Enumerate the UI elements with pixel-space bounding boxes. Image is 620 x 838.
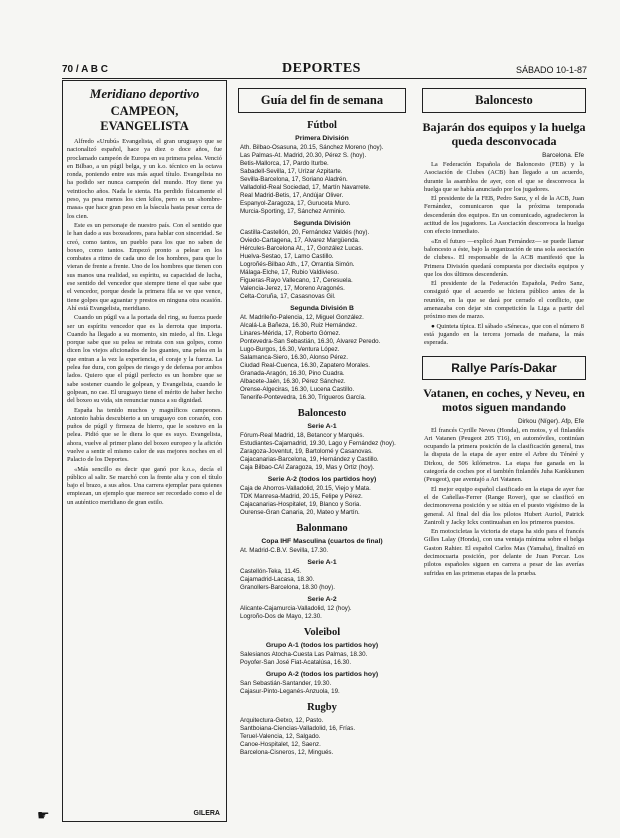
fixture-row: Alicante-Cajamurcia-Valladolid, 12 (hoy). — [240, 605, 352, 612]
column-meridiano — [62, 80, 227, 822]
fixture-row: Logroño-Dos de Mayo, 12.30. — [240, 613, 322, 620]
fixture-row: Sevilla-Barcelona, 17, Soriano Aladrén. — [240, 176, 348, 183]
fixture-list — [236, 485, 408, 517]
guide-listings — [236, 120, 408, 757]
bullet-icon: ● — [431, 322, 437, 330]
paragraph: «Más sencillo es decir que ganó por k.o.», decía el público al salir. Se marchó con la frente alta y con el título bajo el brazo, a sus años. Una carrera ejemplar para quienes empiezan, un ejemplo que merece ser recordado como el de un auténtico meridiano de gran estilo. — [67, 465, 222, 506]
paragraph: El francés Cyrille Neveu (Honda), en motos, y el finlandés Ari Vatanen (Peugeot 205 T16), en automóviles, continúan ocupando la primera posición de la clasificación general, tras la disputa de la etapa de ayer entre el Arbre du Ténéré y Dirkou, de 506 kilómetros. La etapa fue ganada en la categoría de coches por el también finlandés Juha Kankkunen (Peugeot), que aventajó a Ari Vatanen. — [424, 426, 584, 484]
sport-heading: Voleibol — [303, 627, 341, 638]
fixture-row: Caja Bilbao-CAI Zaragoza, 19, Mas y Ortiz (hoy). — [240, 464, 375, 471]
fixture-list — [236, 568, 408, 592]
author-signature: GILERA — [193, 810, 220, 817]
fixture-row: Pontevedra-San Sebastián, 16.30, Álvarez Peredo. — [240, 338, 381, 345]
fixture-row: Granada-Aragón, 16.30, Pino Cuadra. — [240, 370, 345, 377]
fixture-row: Cajacanarias-Hospitalet, 19, Blanco y Soria. — [240, 501, 362, 508]
column-headline: CAMPEON, EVANGELISTA — [100, 104, 189, 133]
fixture-row: Canoe-Hospitalet, 12, Saenz. — [240, 741, 321, 748]
fixture-row: Las Palmas-At. Madrid, 20.30, Pérez S. (hoy). — [240, 152, 367, 159]
paragraph: Este es un personaje de nuestro país. Con el sentido que le han dado a sus boxeadores, para hablar con sinceridad. Se creó, como tantos, un pueblo para los que no saben de boxeo, como tantos. Empezó pronto a pelear en los combates a ritmo de cada uno de los hombres, para que lo vieran de frente a frente. Uno de los hombres que tienen con sus manos una realidad, su espíritu, su capacidad de lucha, ese sentido del vencedor que siempre tiene el que sabe que el vencedor, porque desde la primera fila se ve que vence, tiene golpes que aguantar y prestos en ninguna otra ocasión. Ahí está Evangelista, meridiano. — [67, 221, 222, 312]
section-title: DEPORTES — [282, 61, 361, 76]
sport-heading: Balonmano — [296, 523, 348, 534]
fixture-row: Alcalá-La Bañeza, 16.30, Ruiz Hernández. — [240, 322, 357, 329]
fixture-row: Real Madrid-Betis, 17, Andújar Oliver. — [240, 192, 344, 199]
fixture-list — [236, 432, 408, 472]
basketball-body — [420, 161, 588, 348]
paragraph: Cuando un púgil va a la portada del ring, su fuerza puede ser un espíritu vencedor que es la derrota que importa. Cuando ha llegado a su momento, sin miedo, al fin. Llega porque sabe que su pelea se retrata con sus golpes, como dicen los viejos aficionados de los guantes, una pelea en la que entran a la vez la experiencia, el coraje y la fuerza. La pelea fue dura, con golpes de riesgo y de defensa por ambos lados. Quiero que el púgil perfecto es un hombre que se sabe sostener cuando le golpean, y Evangelista, cuando le golpean, no cae. El uruguayo tiene el mérito de haber hecho del boxeo su vida, sin renunciar nunca a su dignidad. — [67, 314, 222, 405]
issue-date: SÁBADO 10-1-87 — [515, 65, 587, 75]
fixture-row: Málaga-Elche, 17, Rubio Valdivieso. — [240, 269, 339, 276]
group-heading: Segunda División B — [290, 305, 354, 312]
group-heading: Primera División — [295, 135, 349, 142]
page-header — [62, 62, 587, 79]
fixture-row: Cajacanarias-Barcelona, 19, Hernández y Castillo. — [240, 456, 379, 463]
fixture-row: Orense-Algeciras, 16.30, Lucena Castillo. — [240, 386, 355, 393]
paragraph: En motocicletas la victoria de etapa ha sido para el francés Gilles Lalay (Honda), con una ventaja mínima sobre el belga Gaston Rahier. El español Carlos Mas (Yamaha), finalizó en decimocuarta posición, por delante de Juan Porcar. Los pilotos españoles siguen en carrera a pesar de las averías sufridas en las primeras etapas de la prueba. — [424, 528, 584, 577]
fixture-row: Zaragoza-Joventut, 19, Bartolomé y Casanovas. — [240, 448, 373, 455]
fixture-row: Hércules-Barcelona At., 17, González Lucas. — [240, 245, 364, 252]
fixture-row: Granollers-Barcelona, 18.30 (hoy). — [240, 584, 335, 591]
fixture-list — [236, 547, 408, 555]
fixture-row: TDK Manresa-Madrid, 20.15, Felipe y Pérez. — [240, 493, 363, 500]
paragraph: Alfredo «Urubú» Evangelista, el gran uruguayo que se nacionalizó español, hace ya diez o doce años, fue proclamado campeón de Europa en su primera pelea. Venció en Bilbao, a un púgil belga, y un k.o. técnico en la octava ronda, poniendo entre sus más aquel título. Evangelista no ha podido ser nunca campeón del mundo. Hoy tiene ya veintiocho años. Nada le sienta. Ha perdido físicamente el peso, ya pesa menos los cien kilos, pero es un «hombre-masa» que hace gran peso en la báscula hasta pesar cerca de los cien. — [67, 138, 222, 220]
group-heading: Grupo A-1 (todos los partidos hoy) — [265, 642, 379, 649]
fixture-row: Castellón-Teka, 11.45. — [240, 568, 302, 575]
fixture-list — [236, 680, 408, 696]
fixture-row: Valencia-Jerez, 17, Moreno Aragonés. — [240, 285, 345, 292]
group-heading: Serie A-1 — [307, 559, 337, 566]
fixture-row: San Sebastián-Santander, 19.30. — [240, 680, 332, 687]
fixture-row: Valladolid-Real Sociedad, 17, Martín Navarrete. — [240, 184, 371, 191]
column-kicker: Meridiano deportivo — [89, 86, 200, 101]
fixture-row: Ourense-Gran Canaria, 20, Mateo y Martín. — [240, 509, 360, 516]
sport-heading: Baloncesto — [297, 408, 347, 419]
rally-body — [420, 427, 588, 578]
rally-headline: Vatanen, en coches, y Neveu, en motos siguen mandando — [423, 385, 585, 414]
group-heading: Serie A-2 (todos los partidos hoy) — [267, 476, 377, 483]
bullet-text: Quinteta típica. El sábado «Séneca», que con el número 8 está jugando en la tercera jornada de mañana, la más esperada. — [424, 322, 585, 347]
fixture-row: Barcelona-Cisneros, 12, Mingués. — [240, 749, 334, 756]
paragraph: El presidente de la FEB, Pedro Sanz, y el de la ACB, Juan Fernández, comunicaron que la próxima temporada descenderán dos equipos. En un comunicado, agradecieron la actitud de los jugadores. La Asociación desconvoca la huelga con efecto inmediato. — [424, 195, 584, 236]
fixture-row: Murcia-Sporting, 17, Sánchez Arminio. — [240, 208, 346, 215]
hand-pointer-icon: ☛ — [37, 808, 50, 824]
group-heading: Copa IHF Masculina (cuartos de final) — [261, 538, 383, 545]
sport-heading: Rugby — [307, 702, 337, 713]
fixture-row: Huelva-Sestao, 17, Lamo Castillo. — [240, 253, 334, 260]
fixture-row: Lugo-Burgos, 16.30, Ventura López. — [240, 346, 340, 353]
fixture-list — [236, 605, 408, 621]
paragraph: El presidente de la Federación Española, Pedro Sanz, consiguió que el acuerdo se hiciera público antes de la reunión, en la que se dará por cerrado el conflicto, que amenazaba con dejar sin competición la Liga a partir del próximo mes de marzo. — [424, 280, 584, 321]
fixture-row: Fórum-Real Madrid, 18, Betancor y Marqués. — [240, 432, 365, 439]
fixture-row: Celta-Coruña, 17, Casasnovas Gil. — [240, 293, 336, 300]
basketball-headline: Bajarán dos equipos y la huelga queda desconvocada — [422, 120, 586, 148]
fixture-list — [236, 314, 408, 402]
fixture-list — [236, 229, 408, 301]
fixture-row: Salamanca-Siero, 16.30, Alonso Pérez. — [240, 354, 348, 361]
paragraph: España ha tenido muchos y magníficos campeones. Antonio había descubierto a un uruguayo con corazón, con puños de púgil y firmeza de hierro, que le sostuvo en la pelea. Pidió que se le diera lo que es suyo. Evangelista, ahora, vuelve al primer plano del boxeo europeo y la afición vuelve a sentir el mismo calor de sus mejores noches en el Palacio de los Deportes. — [67, 406, 222, 464]
sport-heading: Fútbol — [307, 120, 337, 131]
fixture-row: Oviedo-Cartagena, 17, Álvarez Margüenda. — [240, 237, 360, 244]
paragraph: La Federación Española de Baloncesto (FEB) y la Asociación de Clubes (ACB) han llegado a un acuerdo, durante la asamblea de ayer, con el que se desconvoca la huelga que se había anunciado por los jugadores. — [424, 161, 584, 193]
column-body — [63, 138, 226, 507]
fixture-row: Linares-Mérida, 17, Roberto Gómez. — [240, 330, 341, 337]
fixture-row: Ciudad Real-Cuenca, 16.30, Zapatero Morales. — [240, 362, 371, 369]
basketball-dateline: Barcelona. Efe — [542, 152, 584, 159]
group-heading: Serie A-1 — [307, 423, 337, 430]
fixture-row: Cajasur-Pinto-Leganés-Anzuola, 19. — [240, 688, 340, 695]
fixture-row: Figueras-Rayo Vallecano, 17, Ceresuela. — [240, 277, 353, 284]
bullet-paragraph — [424, 323, 584, 348]
fixture-row: Estudiantes-Cajamadrid, 19.30, Lago y Fernández (hoy). — [240, 440, 396, 447]
fixture-row: Betis-Mallorca, 17, Pardo Iturbe. — [240, 160, 329, 167]
fixture-row: Tenerife-Pontevedra, 16.30, Trigueros García. — [240, 394, 366, 401]
fixture-row: Poyofer-San José Fiat-Acatalúsa, 16.30. — [240, 659, 352, 666]
guide-title: Guía del fin de semana — [238, 88, 406, 113]
paragraph: El mejor equipo español clasificado en la etapa de ayer fue el de Cañellas-Ferrer (Range Rover), que se clasificó en decimonovena posición y se sitúa en el puesto vigésimo de la general. Al final del día los pilotos Hubert Auriol, Patrick Zaniroli y Jacky Ickx continuaban en los primeros puestos. — [424, 485, 584, 526]
fixture-row: Sabadell-Sevilla, 17, Urízar Azpitarte. — [240, 168, 343, 175]
group-heading: Segunda División — [293, 220, 351, 227]
fixture-row: Albacete-Jaén, 16.30, Pérez Sánchez. — [240, 378, 346, 385]
rally-dateline: Dirkou (Níger). Afp, Efe — [517, 417, 584, 425]
fixture-list — [236, 144, 408, 216]
paragraph: «En el futuro —explicó Juan Fernández— se puede llamar baloncesto a éste, bajo la organización de una sola asociación de clubes». El responsable de la ACB manifestó que la Primera División quedará compuesta por dieciséis equipos y que los dos últimos descenderán. — [424, 237, 584, 278]
fixture-row: Arquitectura-Getxo, 12, Pasto. — [240, 717, 324, 724]
fixture-row: At. Madrid-C.B.V. Sevilla, 17.30. — [240, 547, 329, 554]
fixture-row: Espanyol-Zaragoza, 17, Guruceta Muro. — [240, 200, 351, 207]
right-column — [420, 88, 588, 826]
fixture-list — [236, 651, 408, 667]
fixture-row: Teruel-Valencia, 12, Salgado. — [240, 733, 321, 740]
fixture-row: Caja de Ahorros-Valladolid, 20.15, Viejo y Mata. — [240, 485, 371, 492]
fixture-row: Castilla-Castellón, 20, Fernández Valdés (hoy). — [240, 229, 370, 236]
page-number: 70 / A B C — [62, 64, 108, 75]
fixture-row: Santboiana-Ciencias-Valladolid, 16, Frías. — [240, 725, 356, 732]
basketball-box-title: Baloncesto — [422, 88, 586, 113]
fixture-list — [236, 717, 408, 757]
fixture-row: At. Madrileño-Palencia, 12, Miguel González. — [240, 314, 364, 321]
fixture-row: Logroñés-Bilbao Ath., 17, Orrantia Simón. — [240, 261, 355, 268]
fixture-row: Cajamadrid-Lacasa, 18.30. — [240, 576, 315, 583]
fixture-row: Salesianos Atocha-Cuesta Las Palmas, 18.30. — [240, 651, 368, 658]
group-heading: Serie A-2 — [307, 596, 337, 603]
group-heading: Grupo A-2 (todos los partidos hoy) — [265, 671, 379, 678]
rally-box-title: Rallye París-Dakar — [422, 356, 586, 380]
weekend-guide — [236, 88, 408, 826]
fixture-row: Ath. Bilbao-Osasuna, 20.15, Sánchez Moreno (hoy). — [240, 144, 384, 151]
